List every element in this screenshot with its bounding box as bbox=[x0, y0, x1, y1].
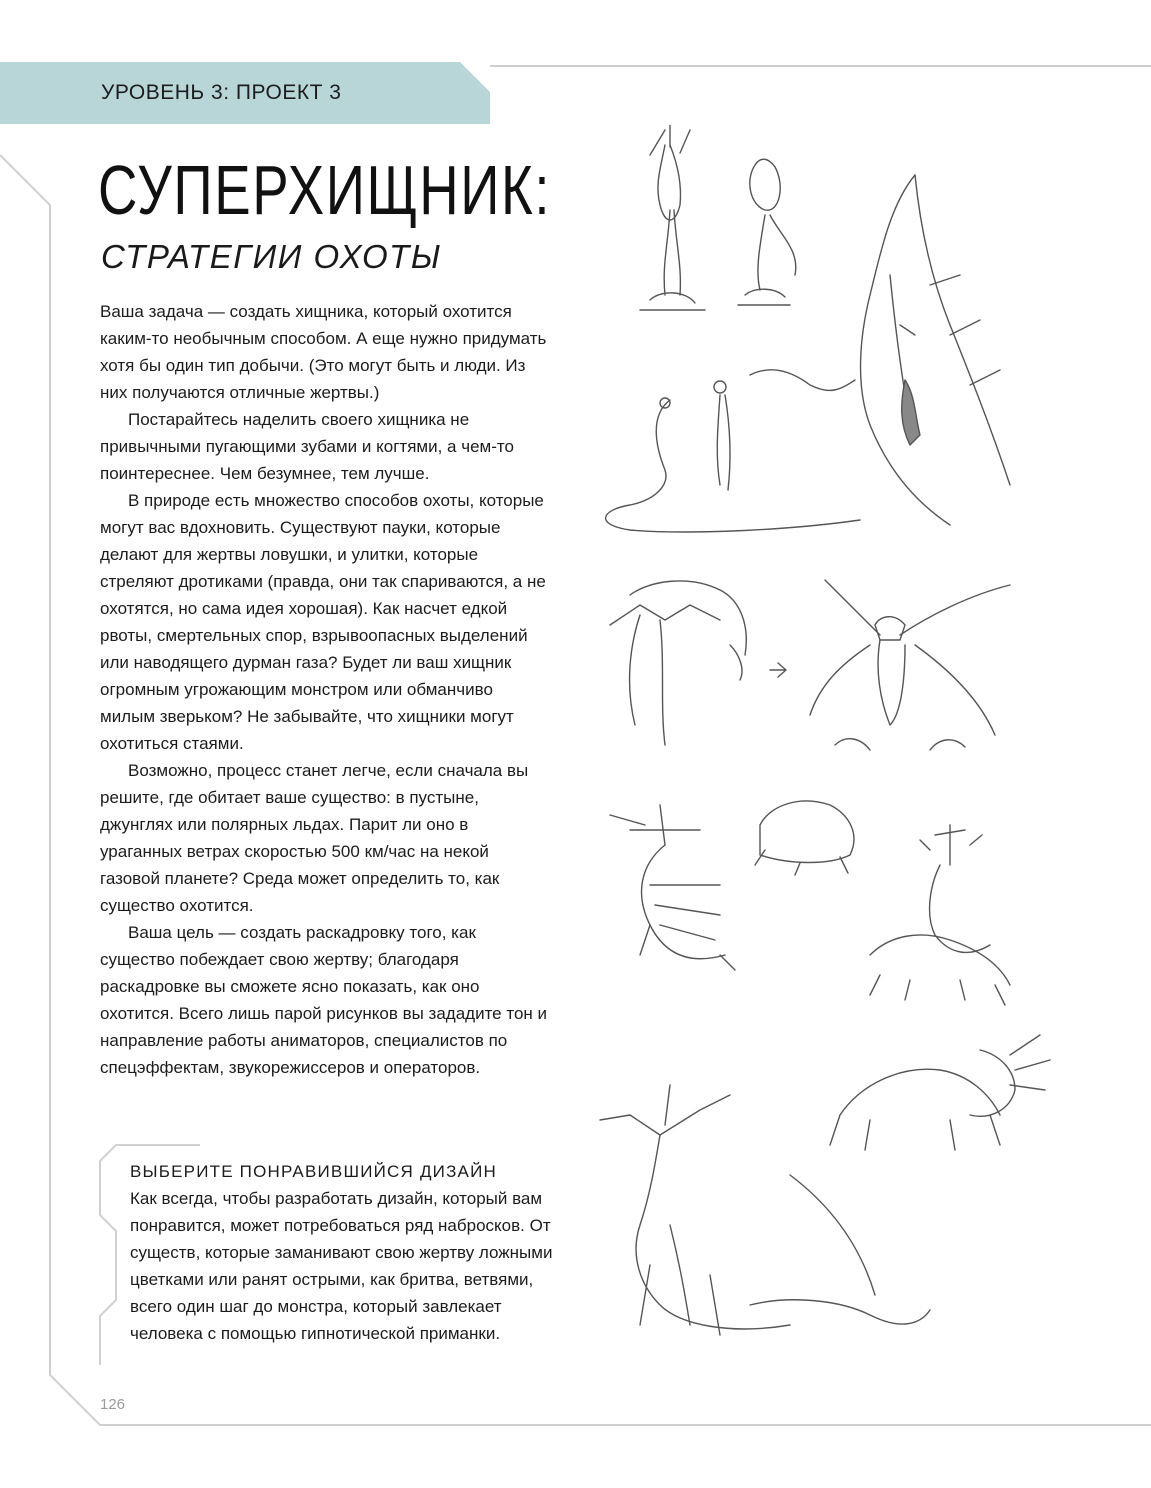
page-number: 126 bbox=[100, 1396, 126, 1413]
sketch-antlered-beast bbox=[610, 805, 735, 970]
sketch-flower-lure-2 bbox=[738, 159, 796, 305]
body-paragraph: Ваша цель — создать раскадровку того, как существо побеждает свою жертву; благодаря раскадровке вы сможете ясно показать, как оно охотится. Всего лишь парой рисунков вы зададите тон и направление работы аниматоров, специалистов по спецэффектам, звукорежиссеров и операторов. bbox=[100, 923, 548, 1077]
sketch-crouching-beast bbox=[755, 801, 854, 875]
sketch-branch-monster bbox=[600, 1085, 930, 1335]
page-title: СУПЕРХИЩНИК: bbox=[98, 151, 552, 229]
creature-sketches bbox=[570, 125, 1090, 1395]
section-label: УРОВЕНЬ 3: ПРОЕКТ 3 bbox=[101, 81, 342, 104]
page-subtitle: СТРАТЕГИИ ОХОТЫ bbox=[101, 238, 442, 275]
sketch-flower-lure-1 bbox=[640, 125, 705, 310]
sketch-tall-monster bbox=[606, 175, 1010, 532]
sidebar-heading: ВЫБЕРИТЕ ПОНРАВИВШИЙСЯ ДИЗАЙН bbox=[130, 1162, 497, 1181]
body-paragraph: Возможно, процесс станет легче, если сначала вы решите, где обитает ваше существо: в пустыне, джунглях или полярных льдах. Парит ли оно в ураганных ветрах скоростью 500 км/час на некой газовой планете? Среда может определить то, как существо охотится. bbox=[100, 761, 529, 915]
sketch-arrow bbox=[770, 663, 786, 677]
sketch-winged-creature-1 bbox=[610, 581, 746, 745]
body-paragraph: Постарайтесь наделить своего хищника не привычными пугающими зубами и когтями, а чем-то поинтереснее. Чем безумнее, тем лучше. bbox=[100, 410, 514, 483]
body-text bbox=[100, 298, 552, 1081]
sidebar-note bbox=[130, 1158, 560, 1347]
sketch-tree-beast bbox=[870, 825, 1010, 1005]
sketch-winged-creature-2 bbox=[810, 580, 1010, 750]
sidebar-text: Как всегда, чтобы разработать дизайн, который вам понравится, может потребоваться ряд набросков. От существ, которые заманивают свою жертву ложными цветками или ранят острыми, как бритва, ветвями, всего один шаг до монстра, который завлекает человека с помощью гипнотической приманки. bbox=[130, 1189, 553, 1343]
sketch-roaring-beast bbox=[830, 1035, 1050, 1150]
body-paragraph: Ваша задача — создать хищника, который охотится каким-то необычным способом. А еще нужно придумать хотя бы один тип добычи. (Это могут быть и люди. Из них получаются отличные жертвы.) bbox=[100, 302, 547, 402]
body-paragraph: В природе есть множество способов охоты, которые могут вас вдохновить. Существуют пауки, которые делают для жертвы ловушки, и улитки, которые стреляют дротиками (правда, они так спариваются, а не охотятся, но сама идея хорошая). Как насчет едкой рвоты, смертельных спор, взрывоопасных выделений или наводящего дурман газа? Будет ли ваш хищник огромным угрожающим монстром или обманчиво милым зверьком? Не забывайте, что хищники могут охотиться стаями. bbox=[100, 491, 546, 753]
